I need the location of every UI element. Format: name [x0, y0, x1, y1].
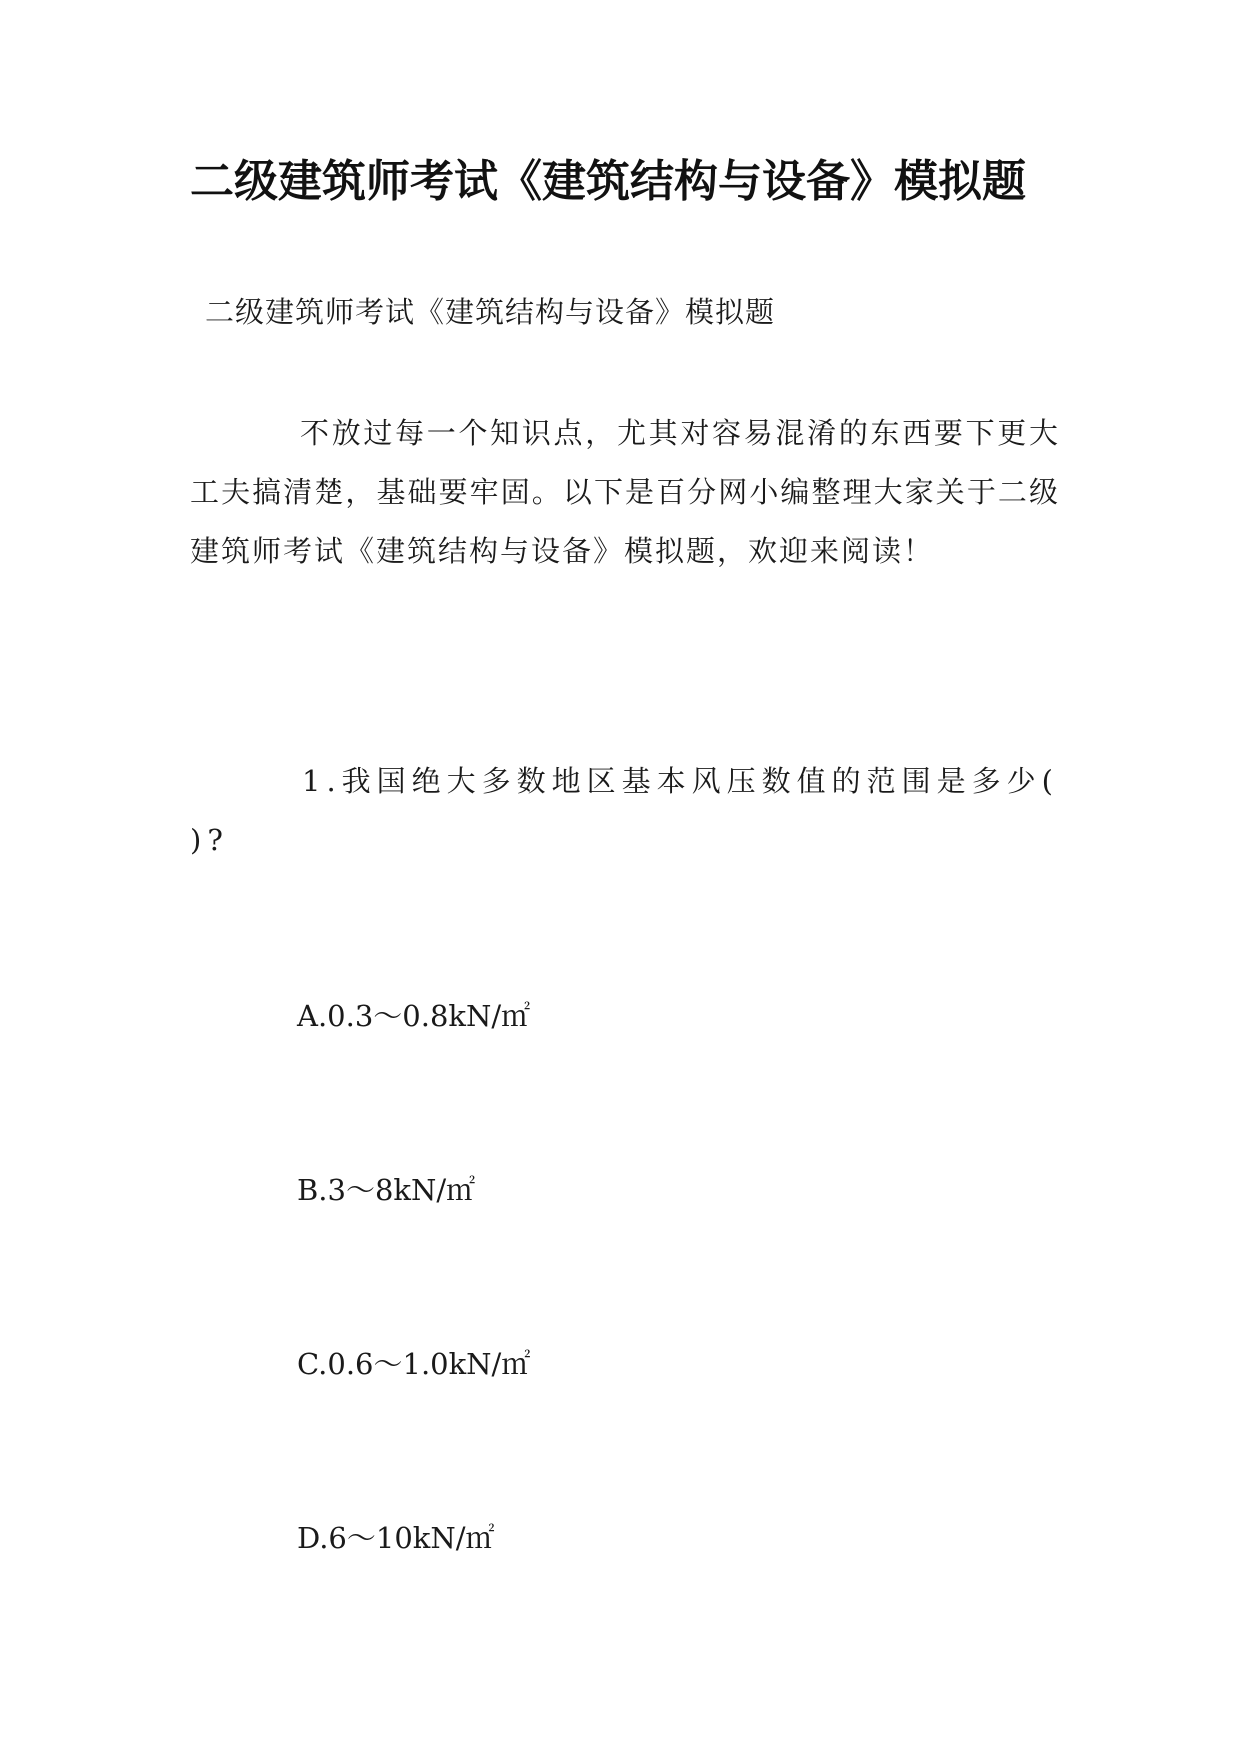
document-title: 二级建筑师考试《建筑结构与设备》模拟题	[190, 156, 1026, 207]
intro-paragraph: 不放过每一个知识点，尤其对容易混淆的东西要下更大工夫搞清楚，基础要牢固。以下是百分网小编整理大家关于二级建筑师考试《建筑结构与设备》模拟题，欢迎来阅读！	[190, 416, 1060, 568]
question-1: 1.我国绝大多数地区基本风压数值的范围是多少( )?	[190, 764, 1059, 857]
document-subtitle: 二级建筑师考试《建筑结构与设备》模拟题	[205, 295, 776, 329]
option-d: D.6～10kN/㎡	[297, 1521, 495, 1555]
option-c: C.0.6～1.0kN/㎡	[297, 1347, 531, 1381]
option-a: A.0.3～0.8kN/㎡	[297, 999, 531, 1033]
option-b: B.3～8kN/㎡	[297, 1173, 476, 1207]
